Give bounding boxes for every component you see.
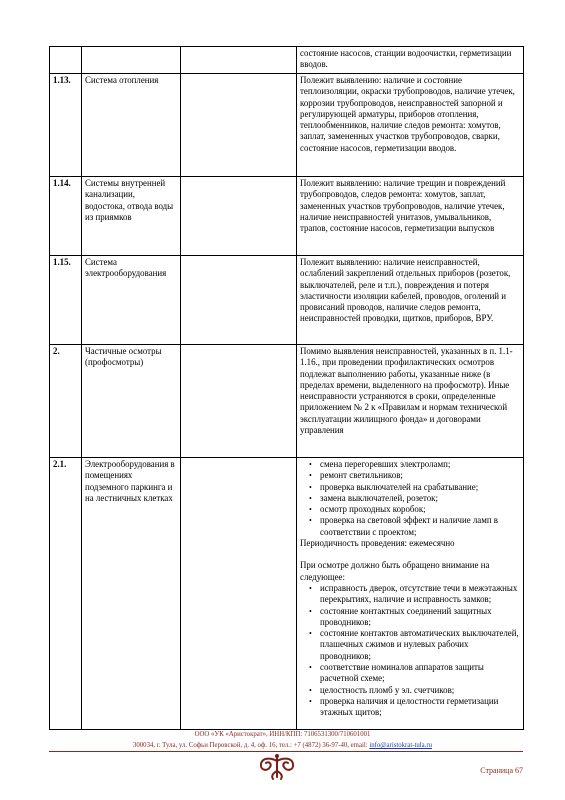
table-row: [50, 256, 524, 345]
list-item: • исправность дверок, отсутствие течи в межэтажных перекрытиях, наличие и исправность замков;: [300, 583, 520, 606]
footer-company: ООО «УК «Аристократ», ИНН/КПП: 7106531300/710601001: [194, 731, 371, 738]
task-list: [300, 459, 520, 538]
row-title: Система электрооборудования: [82, 256, 181, 345]
row-description: состояние насосов, станции водоочистки, герметизации вводов.: [297, 47, 524, 74]
row-title: Система отопления: [82, 74, 181, 177]
footer-divider: [49, 751, 523, 752]
table-row: [50, 458, 524, 730]
row-number: [50, 47, 82, 74]
ornament-icon: [254, 753, 300, 781]
footer-address: [0, 742, 565, 749]
empty-cell: [181, 458, 297, 730]
list-item: • состояние контактных соединений защитных проводников;: [300, 606, 520, 629]
row-description: Помимо выявления неисправностей, указанных в п. 1.1-1.16., при проведении профилактических осмотров подлежат выполнению работы, указанные ниже (в пределах времени, выделенного на профосмотр). Иные неисправности устраняются в сроки, определенные приложением № 2 к «Правилам и нормам технической эксплуатации жилищного фонда» и договорами управления: [297, 345, 524, 458]
empty-cell: [181, 345, 297, 458]
row-number: 1.13.: [50, 74, 82, 177]
row-title: Частичные осмотры (профосмотры): [82, 345, 181, 458]
list-item: • целостность пломб у эл. счетчиков;: [300, 685, 520, 696]
list-item: • проверка на световой эффект и наличие ламп в соответствии с проектом;: [300, 515, 520, 538]
list-item: • ремонт светильников;: [300, 470, 520, 481]
row-description: [297, 458, 524, 730]
list-item: • соответствие номиналов аппаратов защиты расчетной схеме;: [300, 662, 520, 685]
list-item: • проверка наличия и целостности герметизации этажных щитов;: [300, 696, 520, 719]
attention-text: При осмотре должно быть обращено внимание на следующее:: [300, 560, 490, 582]
row-title: Электрооборудования в помещениях подземного паркинга и на лестничных клетках: [82, 458, 181, 730]
row-title: Системы внутренней канализации, водостока, отвода воды из приямков: [82, 177, 181, 256]
table-row: [50, 345, 524, 458]
empty-cell: [181, 47, 297, 74]
row-description: Полежит выявлению: наличие неисправностей, ослаблений закреплений отдельных приборов (розеток, выключателей, реле и т.п.), повреждения и потеря эластичности изоляции кабелей, проводов, оголений и провисаний проводов, наличие следов ремонта, неисправностей проводки, щитков, приборов, ВРУ.: [297, 256, 524, 345]
row-description: Полежит выявлению: наличие и состояние теплоизоляции, окраски трубопроводов, наличие утечек, коррозии трубопроводов, неисправностей запорной и регулирующей арматуры, приборов отопления, теплообменников, наличие следов ремонта: хомутов, заплат, замененных участков трубопроводов, сварки, состояние насосов, герметизации вводов.: [297, 74, 524, 177]
row-title: [82, 47, 181, 74]
inspection-table: [49, 46, 524, 730]
table-row: [50, 177, 524, 256]
row-number: 2.1.: [50, 458, 82, 730]
row-description: Полежит выявлению: наличие трещин и повреждений трубопроводов, следов ремонта: хомутов, заплат, замененных участков трубопроводов, наличие утечек, наличие неисправностей унитазов, умывальников, трапов, состояние насосов, герметизации выпусков: [297, 177, 524, 256]
empty-cell: [181, 74, 297, 177]
periodicity-text: Периодичность проведения: ежемесячно: [300, 538, 455, 549]
footer-address-text: 300034, г. Тула, ул. Софьи Перовской, д. 4, оф. 16, тел.: +7 (4872) 36-97-40, email:: [132, 742, 370, 749]
list-item: • смена перегоревших электроламп;: [300, 459, 520, 470]
list-item: • осмотр проходных коробок;: [300, 504, 520, 515]
page-number: Страница 67: [480, 766, 523, 775]
table-row: [50, 47, 524, 74]
row-number: 1.15.: [50, 256, 82, 345]
empty-cell: [181, 256, 297, 345]
list-item: • проверка выключателей на срабатывание;: [300, 482, 520, 493]
table-row: [50, 74, 524, 177]
empty-cell: [181, 177, 297, 256]
row-number: 1.14.: [50, 177, 82, 256]
check-list: [300, 583, 520, 719]
footer-email-link[interactable]: info@aristokrat-tula.ru: [369, 742, 433, 749]
list-item: • состояние контактов автоматических выключателей, плашечных сжимов и нулевых рабочих проводников;: [300, 628, 520, 662]
list-item: • замена выключателей, розеток;: [300, 493, 520, 504]
row-number: 2.: [50, 345, 82, 458]
